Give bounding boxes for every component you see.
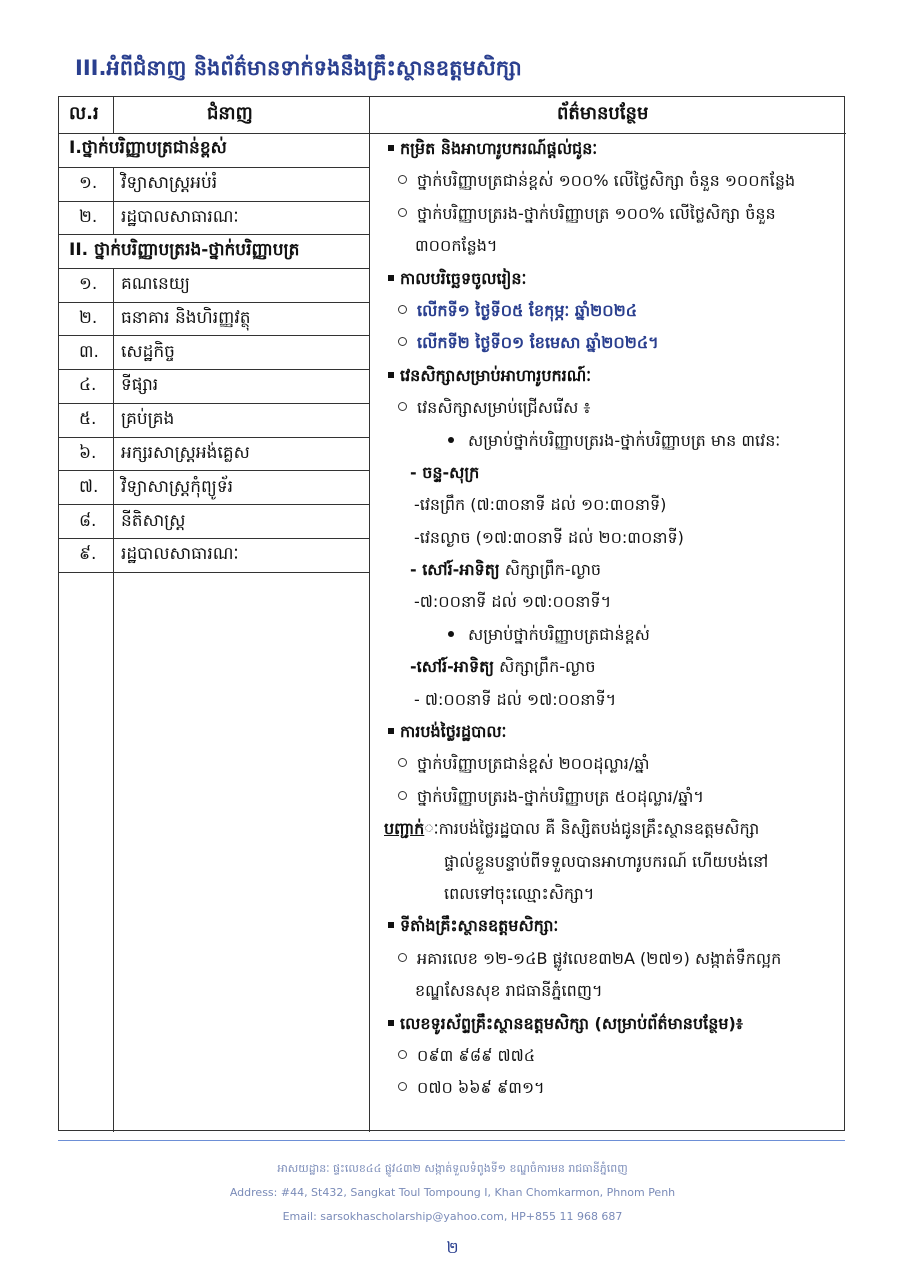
square-bullet-icon [388,1020,394,1026]
row-no: ១. [79,274,98,294]
square-bullet-icon [388,922,394,928]
row-no: ៩. [79,544,97,565]
header-no: ល.រ [69,103,99,124]
row-skill: គណនេយ្យ [121,274,190,294]
circle-bullet-icon [398,1050,407,1059]
circle-bullet-icon [398,791,407,800]
row-no: ៨. [79,510,97,531]
row-skill: វិទ្យាសាស្ត្រអប់រំ [121,173,218,193]
row-skill: សេដ្ឋកិច្ច [121,341,175,362]
page-title: III.អំពីជំនាញ និងព័ត៌មានទាក់ទងនឹងគ្រឹះស្ថានឧត្តមសិក្សា [75,56,522,80]
row-skill: រដ្ឋបាលសាធារណៈ [121,207,239,227]
row-skill: អក្សរសាស្ត្រអង់គ្លេស [121,443,250,463]
row-skill: នីតិសាស្ត្រ [121,510,186,531]
row-skill: ធនាគារ និងហិរញ្ញវត្ថុ [121,307,251,328]
info-heading: ការបង់ថ្លៃរដ្ឋបាលៈ [384,716,844,748]
row-skill: រដ្ឋបាលសាធារណៈ [121,544,239,565]
row-no: ២. [79,307,98,328]
header-info: ព័ត៌មានបន្ថែម [557,103,649,124]
square-bullet-icon [388,275,394,281]
row-no: ៣. [79,341,99,362]
circle-bullet-icon [398,305,407,314]
circle-bullet-icon [398,953,407,962]
info-heading: ទីតាំងគ្រឹះស្ថានឧត្តមសិក្សាៈ [384,910,844,942]
row-skill: ទីផ្សារ [121,375,159,396]
footer-email: Email: sarsokhascholarship@yahoo.com, HP+855 11 968 687 [282,1210,623,1223]
circle-bullet-icon [398,208,407,217]
info-heading: លេខទូរស័ព្ទគ្រឹះស្ថានឧត្តមសិក្សា (សម្រាប់ព័ត៌មានបន្ថែម)៖ [384,1008,844,1040]
row-no: ៦. [79,443,97,463]
circle-bullet-icon [398,402,407,411]
circle-bullet-icon [398,175,407,184]
footer-address: Address: #44, St432, Sangkat Toul Tompoung I, Khan Chomkarmon, Phnom Penh [229,1186,676,1199]
dot-bullet-icon [448,437,454,443]
additional-info: កម្រិត និងអាហារូបករណ៍ផ្តល់ជូនៈ ថ្នាក់បរិញ្ញាបត្រជាន់ខ្ពស់ ១០០% លើថ្លៃសិក្សា ចំនួន ១០០កន្លែង ថ្នាក់បរិញ្ញាបត្ររង-ថ្នាក់បរិញ្ញាបត្រ ១០០% លើថ្លៃសិក្សា ចំនួន ៣០០កន្លែង។ កាលបរិច្ឆេទចូលរៀនៈ លើកទី១ ថ្ងៃទី០៥ ខែកុម្ភៈ ឆ្នាំ២០២៤ លើកទី២ ថ្ងៃទី០១ ខែមេសា ឆ្នាំ២០២៤។ វេនសិក្សាសម្រាប់អាហារូបករណ៍ៈ វេនសិក្សាសម្រាប់ជ្រើសរើស ៖ សម្រាប់ថ្នាក់បរិញ្ញាបត្ររង-ថ្នាក់បរិញ្ញាបត្រ មាន ៣វេនៈ - ចន្ទ-សុក្រ -វេនព្រឹក (៧:៣០នាទី ដល់ ១០:៣០នាទី) -វេនល្ងាច (១៧:៣០នាទី ដល់ ២០:៣០នាទី) - សៅរ៍-អាទិត្យ សិក្សាព្រឹក-ល្ងាច -៧:០០នាទី ដល់ ១៧:០០នាទី។ សម្រាប់ថ្នាក់បរិញ្ញាបត្រជាន់ខ្ពស់ -សៅរ៍-អាទិត្យ សិក្សាព្រឹក-ល្ងាច - ៧:០០នាទី ដល់ ១៧:០០នាទី។ ការបង់ថ្លៃរដ្ឋបាលៈ ថ្នាក់បរិញ្ញាបត្រជាន់ខ្ពស់ ២០០ដុល្លារ/ឆ្នាំ ថ្នាក់បរិញ្ញាបត្ររង-ថ្នាក់បរិញ្ញាបត្រ ៥០ដុល្លារ/ឆ្នាំ។ បញ្ជាក់ៈការបង់ថ្លៃរដ្ឋបាល គឺ និស្សិតបង់ជូនគ្រឹះស្ថានឧត្តមសិក្សា ផ្ទាល់ខ្លួនបន្ទាប់ពីទទួលបានអាហារូបករណ៍ ហើយបង់នៅ ពេលទៅចុះឈ្មោះសិក្សា។ ទីតាំងគ្រឹះស្ថានឧត្តមសិក្សាៈ អគារលេខ ១២-១៤B ផ្លូវលេខ៣២A (២៧១) សង្កាត់ទឹកល្អក ខណ្ឌសែនសុខ រាជធានីភ្នំពេញ។ លេខទូរស័ព្ទគ្រឹះស្ថានឧត្តមសិក្សា (សម្រាប់ព័ត៌មានបន្ថែម)៖ ០៩៣ ៩៨៩ ៧៧៤ ០៧០ ៦៦៩ ៩៣១។ [384,133,844,1105]
info-heading: កម្រិត និងអាហារូបករណ៍ផ្តល់ជូនៈ [384,133,844,165]
dot-bullet-icon [448,631,454,637]
circle-bullet-icon [398,1082,407,1091]
row-no: ៤. [79,375,97,396]
page-number: ២ [446,1238,459,1257]
row-skill: វិទ្យាសាស្ត្រកុំព្យូទ័រ [121,476,234,497]
row-no: ១. [79,173,98,193]
square-bullet-icon [388,145,394,151]
square-bullet-icon [388,728,394,734]
skills-table [58,96,845,1131]
footer-divider [58,1140,845,1141]
row-no: ៥. [79,409,97,430]
square-bullet-icon [388,372,394,378]
info-heading: វេនសិក្សាសម្រាប់អាហារូបករណ៍ៈ [384,360,844,392]
row-no: ២. [79,207,98,227]
info-heading: កាលបរិច្ឆេទចូលរៀនៈ [384,263,844,295]
section-label-graduate: I.ថ្នាក់បរិញ្ញាបត្រជាន់ខ្ពស់ [69,138,227,158]
row-skill: គ្រប់គ្រង [121,409,175,430]
circle-bullet-icon [398,758,407,767]
circle-bullet-icon [398,337,407,346]
row-no: ៧. [79,476,99,497]
footer-address-khmer: អាសយដ្ឋានៈ ផ្ទះលេខ៤៤ ផ្លូវ៤៣២ សង្កាត់ទួលទំពូងទី១ ខណ្ឌចំការមន រាជធានីភ្នំពេញ [277,1162,628,1175]
header-skill: ជំនាញ [207,103,253,124]
section-label-undergraduate: II. ថ្នាក់បរិញ្ញាបត្ររង-ថ្នាក់បរិញ្ញាបត្រ [69,240,300,260]
